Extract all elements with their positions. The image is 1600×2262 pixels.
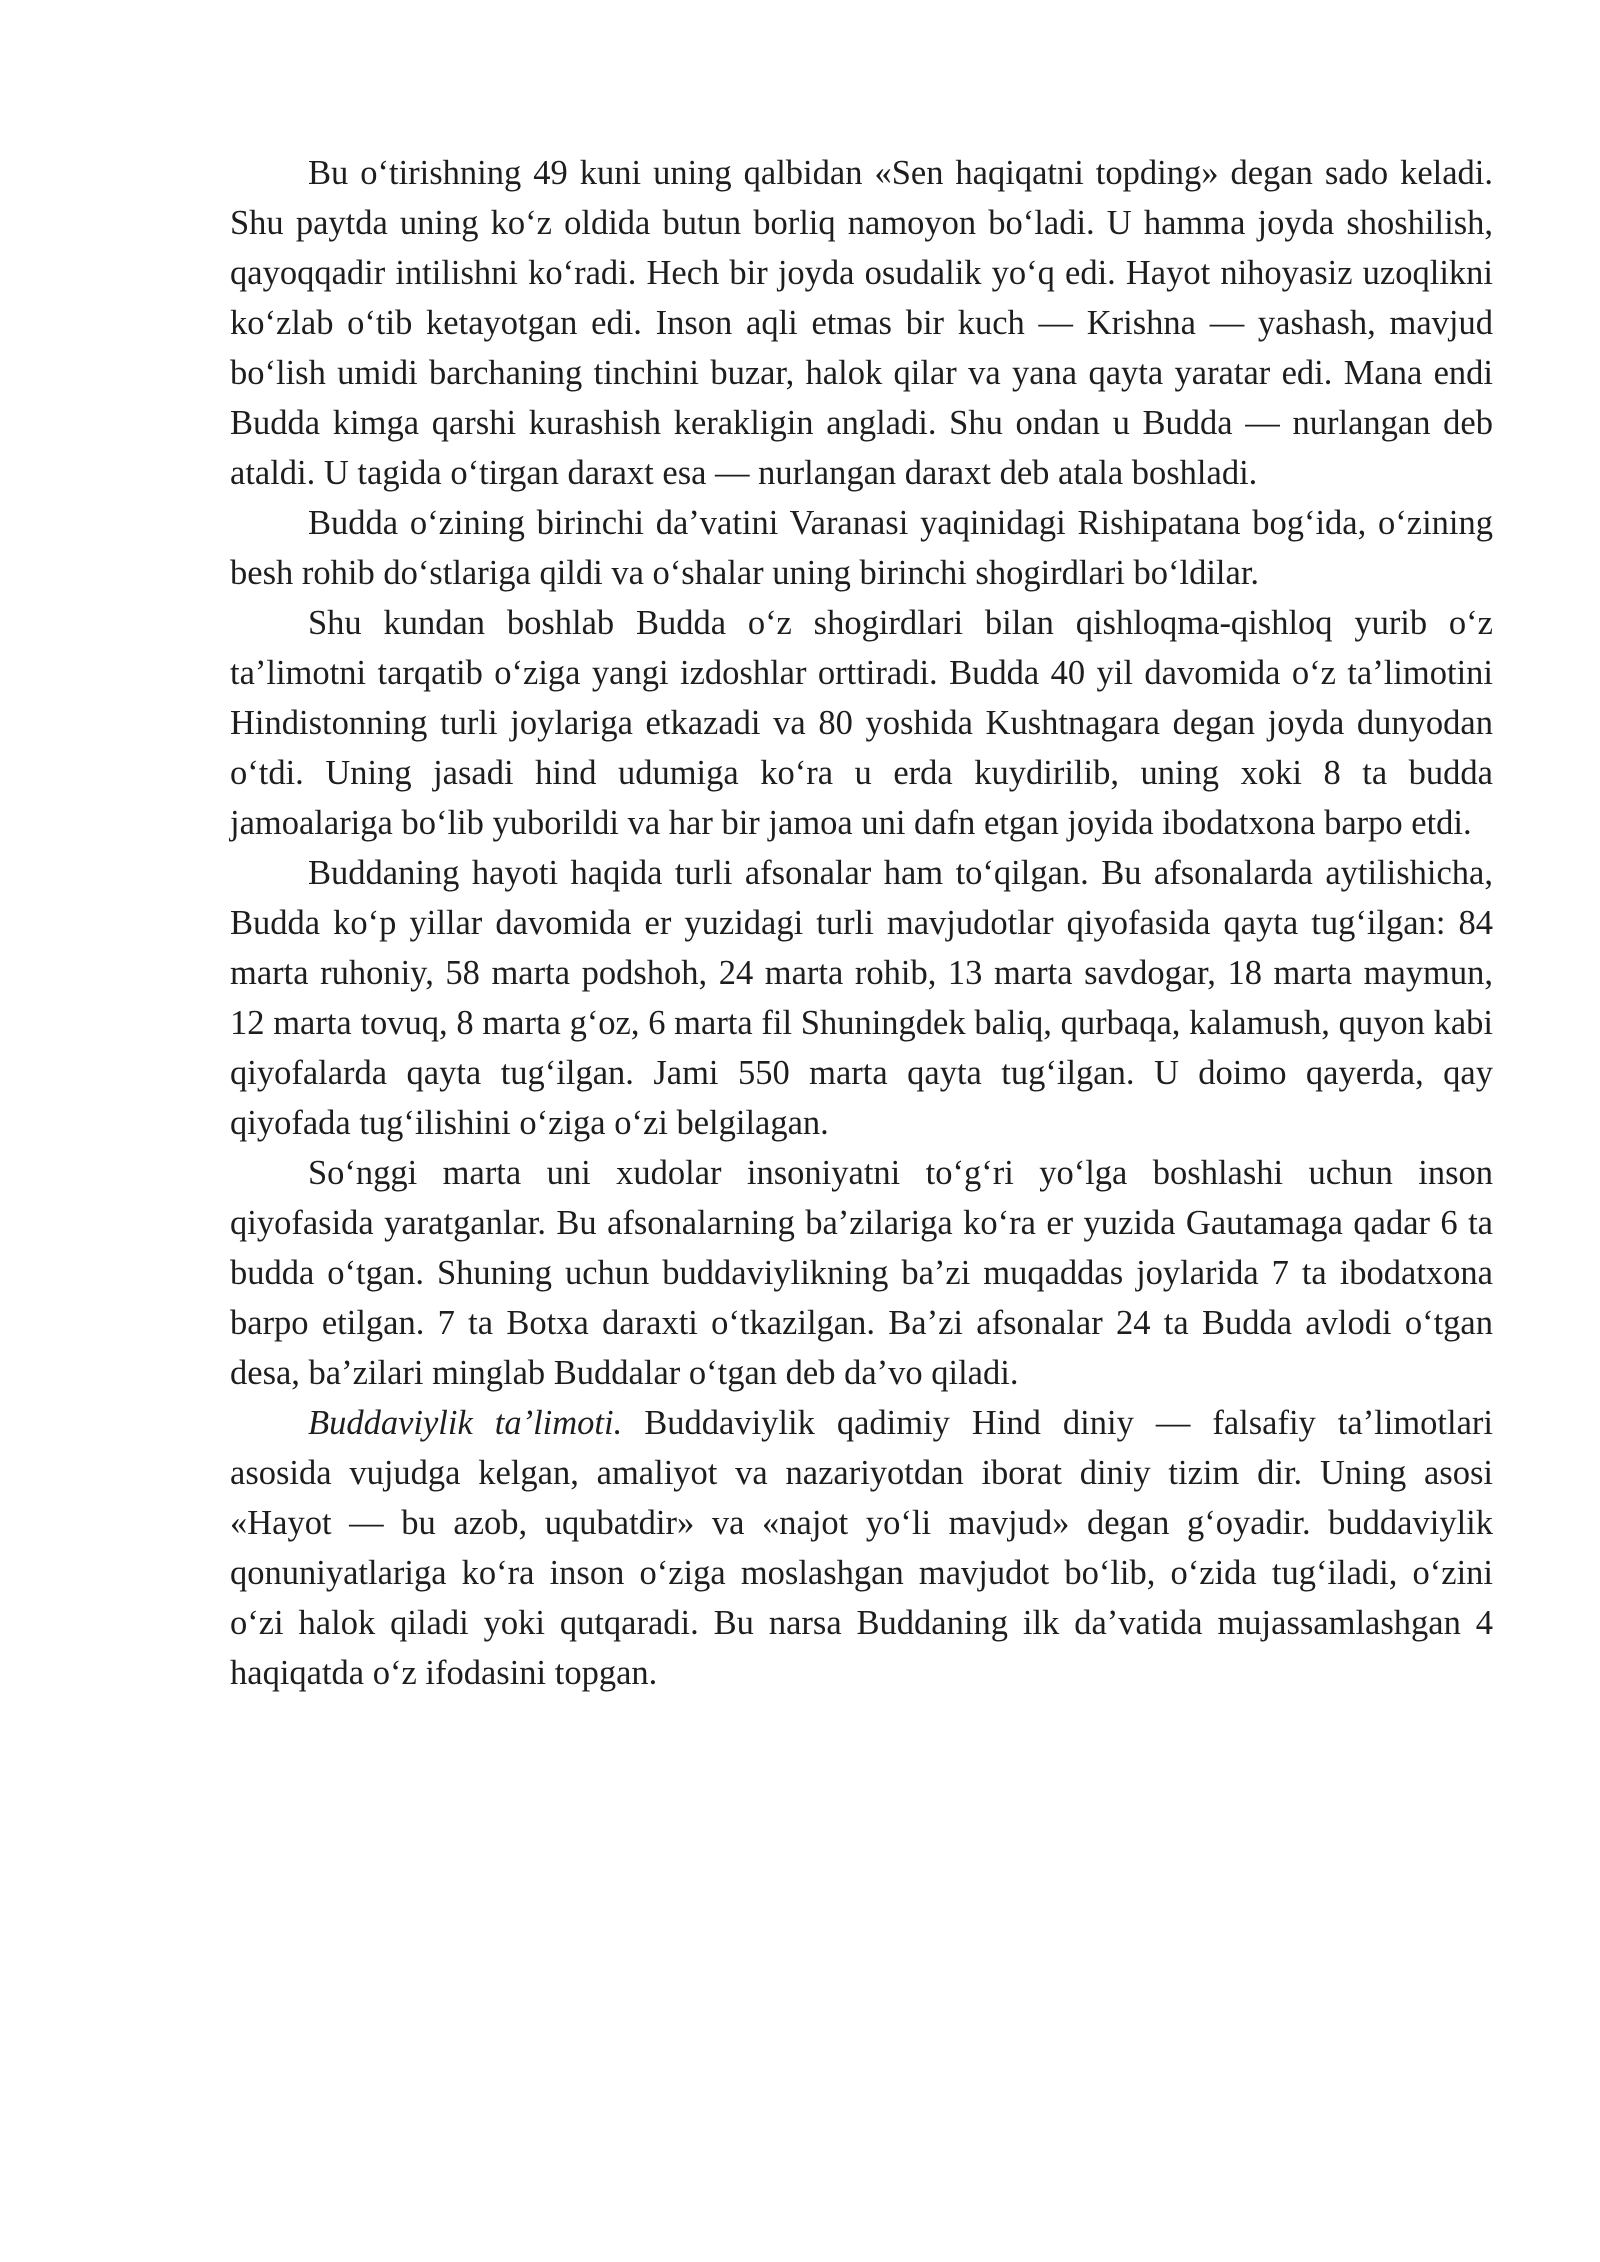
- paragraph-1: Bu oʻtirishning 49 kuni uning qalbidan «Sen haqiqatni topding» degan sado keladi. Shu paytda uning koʻz oldida butun borliq namoyon boʻladi. U hamma joyda shoshilish, qayoqqadir intilishni koʻradi. Hech bir joyda osudalik yoʻq edi. Hayot nihoyasiz uzoqlikni koʻzlab oʻtib ketayotgan edi. Inson aqli etmas bir kuch — Krishna — yashash, mavjud boʻlish umidi barchaning tinchini buzar, halok qilar va yana qayta yaratar edi. Mana endi Budda kimga qarshi kurashish kerakligin angladi. Shu ondan u Budda — nurlangan deb ataldi. U tagida oʻtirgan daraxt esa — nurlangan daraxt deb atala boshladi.: [230, 154, 1493, 492]
- paragraph-2: Budda oʻzining birinchi daʼvatini Varanasi yaqinidagi Rishipatana bogʻida, oʻzining besh rohib doʻstlariga qildi va oʻshalar uning birinchi shogirdlari boʻldilar.: [230, 504, 1493, 592]
- section-lead-italic: Buddaviylik taʼlimoti.: [308, 1404, 623, 1442]
- paragraph-6: [230, 1398, 1493, 1698]
- document-page: [230, 148, 1493, 1698]
- paragraph-3: Shu kundan boshlab Budda oʻz shogirdlari bilan qishloqma-qishloq yurib oʻz taʼlimotni tarqatib oʻziga yangi izdoshlar orttiradi. Budda 40 yil davomida oʻz taʼlimotini Hindistonning turli joylariga etkazadi va 80 yoshida Kushtnagara degan joyda dunyodan oʻtdi. Uning jasadi hind udumiga koʻra u erda kuydirilib, uning xoki 8 ta budda jamoalariga boʻlib yuborildi va har bir jamoa uni dafn etgan joyida ibodatxona barpo etdi.: [230, 604, 1493, 842]
- paragraph-4: Buddaning hayoti haqida turli afsonalar ham toʻqilgan. Bu afsonalarda aytilishicha, Budda koʻp yillar davomida er yuzidagi turli mavjudotlar qiyofasida qayta tugʻilgan: 84 marta ruhoniy, 58 marta podshoh, 24 marta rohib, 13 marta savdogar, 18 marta maymun, 12 marta tovuq, 8 marta gʻoz, 6 marta fil Shuningdek baliq, qurbaqa, kalamush, quyon kabi qiyofalarda qayta tugʻilgan. Jami 550 marta qayta tugʻilgan. U doimo qayerda, qay qiyofada tugʻilishini oʻziga oʻzi belgilagan.: [230, 854, 1493, 1142]
- paragraph-6-body: Buddaviylik qadimiy Hind diniy — falsafiy taʼlimotlari asosida vujudga kelgan, amaliyot va nazariyotdan iborat diniy tizim dir. Uning asosi «Hayot — bu azob, uqubatdir» va «najot yoʻli mavjud» degan gʻoyadir. buddaviylik qonuniyatlariga koʻra inson oʻziga moslashgan mavjudot boʻlib, oʻzida tugʻiladi, oʻzini oʻzi halok qiladi yoki qutqaradi. Bu narsa Buddaning ilk daʼvatida mujassamlashgan 4 haqiqatda oʻz ifodasini topgan.: [230, 1404, 1493, 1692]
- paragraph-5: Soʻnggi marta uni xudolar insoniyatni toʻgʻri yoʻlga boshlashi uchun inson qiyofasida yaratganlar. Bu afsonalarning baʼzilariga koʻra er yuzida Gautamaga qadar 6 ta budda oʻtgan. Shuning uchun buddaviylikning baʼzi muqaddas joylarida 7 ta ibodatxona barpo etilgan. 7 ta Botxa daraxti oʻtkazilgan. Baʼzi afsonalar 24 ta Budda avlodi oʻtgan desa, baʼzilari minglab Buddalar oʻtgan deb daʼvo qiladi.: [230, 1154, 1493, 1392]
